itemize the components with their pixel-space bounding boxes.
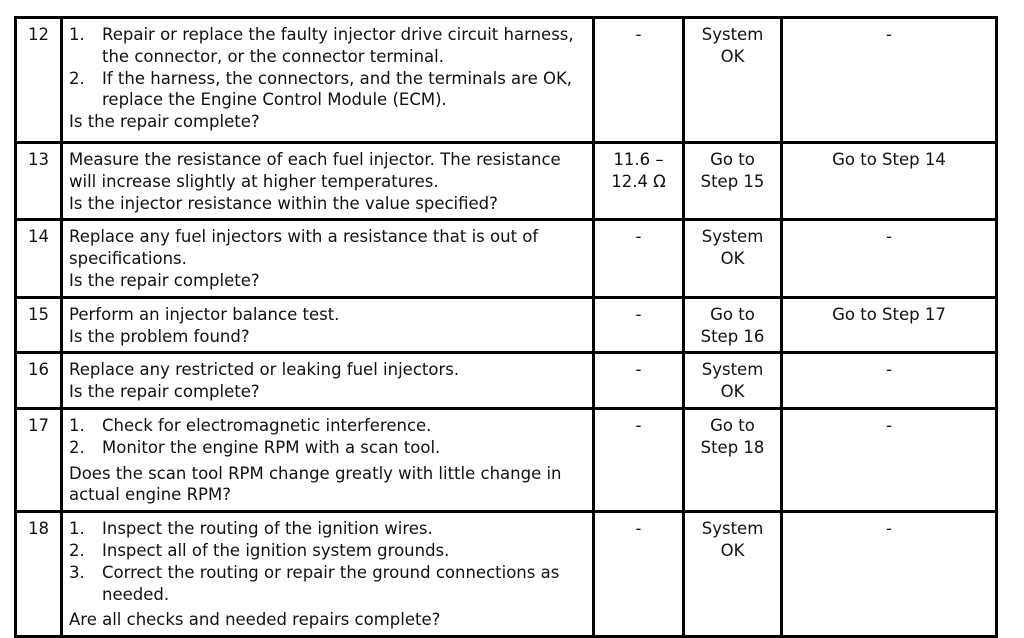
action-list-item (69, 518, 586, 540)
step-number: 18 (16, 512, 62, 637)
action-cell (62, 143, 594, 220)
action-cell (62, 297, 594, 353)
table-row (16, 220, 997, 297)
no-cell: Go to Step 17 (782, 297, 997, 353)
action-list-item (69, 540, 586, 562)
action-text: Replace any fuel injectors with a resistance that is out of specifications. (69, 227, 539, 269)
action-cell (62, 408, 594, 511)
action-list-item (69, 437, 586, 459)
yes-cell: Go to Step 16 (684, 297, 782, 353)
value-cell: - (594, 408, 684, 511)
yes-cell: System OK (684, 220, 782, 297)
table-row (16, 408, 997, 511)
question-text: Does the scan tool RPM change greatly with little change in actual engine RPM? (69, 463, 562, 505)
list-number: 1. (69, 25, 85, 44)
list-text: Monitor the engine RPM with a scan tool. (102, 437, 441, 457)
table-row (16, 512, 997, 637)
action-list-item (69, 562, 586, 606)
table-row (16, 143, 997, 220)
yes-cell: Go to Step 18 (684, 408, 782, 511)
action-cell (62, 18, 594, 143)
no-cell: - (782, 512, 997, 637)
yes-cell: System OK (684, 512, 782, 637)
step-number: 12 (16, 18, 62, 143)
action-list-item (69, 24, 586, 68)
question-text: Is the repair complete? (69, 270, 260, 290)
diagnostic-table (14, 16, 998, 638)
step-number: 16 (16, 353, 62, 409)
action-text: Replace any restricted or leaking fuel injectors. (69, 360, 460, 380)
step-number: 15 (16, 297, 62, 353)
step-number: 13 (16, 143, 62, 220)
no-cell: - (782, 353, 997, 409)
list-number: 1. (69, 519, 85, 539)
list-text: Check for electromagnetic interference. (102, 415, 432, 435)
action-list-item (69, 68, 586, 112)
action-text: Measure the resistance of each fuel injector. The resistance will increase slightly at higher temperatures. (69, 150, 561, 191)
list-text: Correct the routing or repair the ground connections as needed. (102, 562, 560, 604)
table-row (16, 18, 997, 143)
value-cell: - (594, 297, 684, 353)
list-text: If the harness, the connectors, and the terminals are OK, replace the Engine Control Module (ECM). (102, 68, 573, 110)
yes-cell: Go to Step 15 (684, 143, 782, 220)
yes-cell: System OK (684, 18, 782, 143)
question-text: Is the repair complete? (69, 382, 260, 402)
value-cell: 11.6 – 12.4 Ω (594, 143, 684, 220)
step-number: 14 (16, 220, 62, 297)
list-text: Repair or replace the faulty injector drive circuit harness, the connector, or the connector terminal. (102, 25, 574, 66)
action-cell (62, 220, 594, 297)
no-cell: Go to Step 14 (782, 143, 997, 220)
table-row (16, 297, 997, 353)
no-cell: - (782, 18, 997, 143)
no-cell: - (782, 408, 997, 511)
question-text: Are all checks and needed repairs complete? (69, 610, 441, 630)
list-text: Inspect all of the ignition system grounds. (102, 540, 450, 560)
question-text: Is the problem found? (69, 326, 250, 346)
action-text: Perform an injector balance test. (69, 304, 340, 324)
table-row (16, 353, 997, 409)
question-text: Is the repair complete? (69, 112, 260, 132)
list-number: 1. (69, 415, 85, 435)
no-cell: - (782, 220, 997, 297)
yes-cell: System OK (684, 353, 782, 409)
action-cell (62, 353, 594, 409)
question-text: Is the injector resistance within the value specified? (69, 193, 498, 213)
value-cell: - (594, 220, 684, 297)
list-number: 2. (69, 68, 85, 88)
list-number: 3. (69, 562, 85, 582)
list-number: 2. (69, 437, 85, 457)
list-text: Inspect the routing of the ignition wires. (102, 519, 433, 539)
action-cell (62, 512, 594, 637)
value-cell: - (594, 353, 684, 409)
list-number: 2. (69, 540, 85, 560)
step-number: 17 (16, 408, 62, 511)
value-cell: - (594, 512, 684, 637)
value-cell: - (594, 18, 684, 143)
action-list-item (69, 415, 586, 437)
